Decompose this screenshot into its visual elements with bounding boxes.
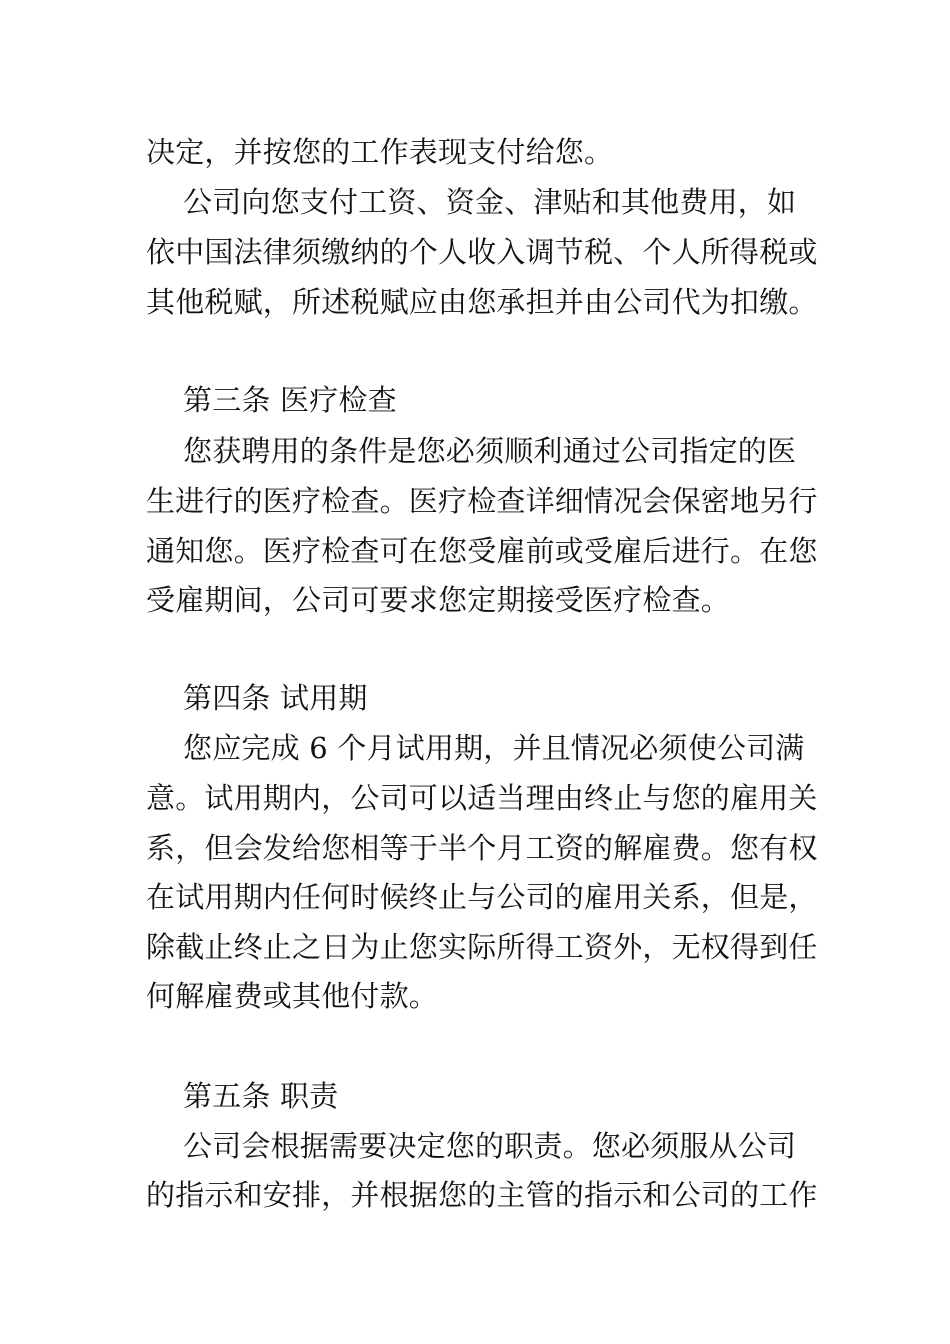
paragraph-line: 公司向您支付工资、资金、津贴和其他费用，如 (183, 185, 797, 219)
paragraph-line: 通知您。医疗检查可在您受雇前或受雇后进行。在您 (146, 534, 818, 568)
paragraph-line: 其他税赋，所述税赋应由您承担并由公司代为扣缴。 (146, 285, 818, 319)
paragraph-line: 除截止终止之日为止您实际所得工资外，无权得到任 (146, 930, 818, 964)
paragraph-line: 系，但会发给您相等于半个月工资的解雇费。您有权 (146, 831, 818, 865)
paragraph-line: 受雇期间，公司可要求您定期接受医疗检查。 (146, 583, 731, 617)
section-heading-medical-exam: 第三条 医疗检查 (183, 383, 397, 417)
paragraph-line: 依中国法律须缴纳的个人收入调节税、个人所得税或 (146, 235, 818, 269)
paragraph-line: 决定，并按您的工作表现支付给您。 (146, 135, 614, 169)
paragraph-line: 在试用期内任何时候终止与公司的雇用关系，但是， (146, 880, 818, 914)
paragraph-line: 的指示和安排，并根据您的主管的指示和公司的工作 (146, 1178, 818, 1212)
paragraph-line: 生进行的医疗检查。医疗检查详细情况会保密地另行 (146, 484, 818, 518)
section-heading-probation: 第四条 试用期 (183, 681, 368, 715)
paragraph-line: 您应完成 6 个月试用期，并且情况必须使公司满 (183, 731, 805, 765)
paragraph-line: 意。试用期内，公司可以适当理由终止与您的雇用关 (146, 781, 818, 815)
section-heading-duties: 第五条 职责 (183, 1079, 339, 1113)
paragraph-line: 公司会根据需要决定您的职责。您必须服从公司 (183, 1129, 797, 1163)
paragraph-line: 何解雇费或其他付款。 (146, 979, 439, 1013)
paragraph-line: 您获聘用的条件是您必须顺利通过公司指定的医 (183, 434, 797, 468)
